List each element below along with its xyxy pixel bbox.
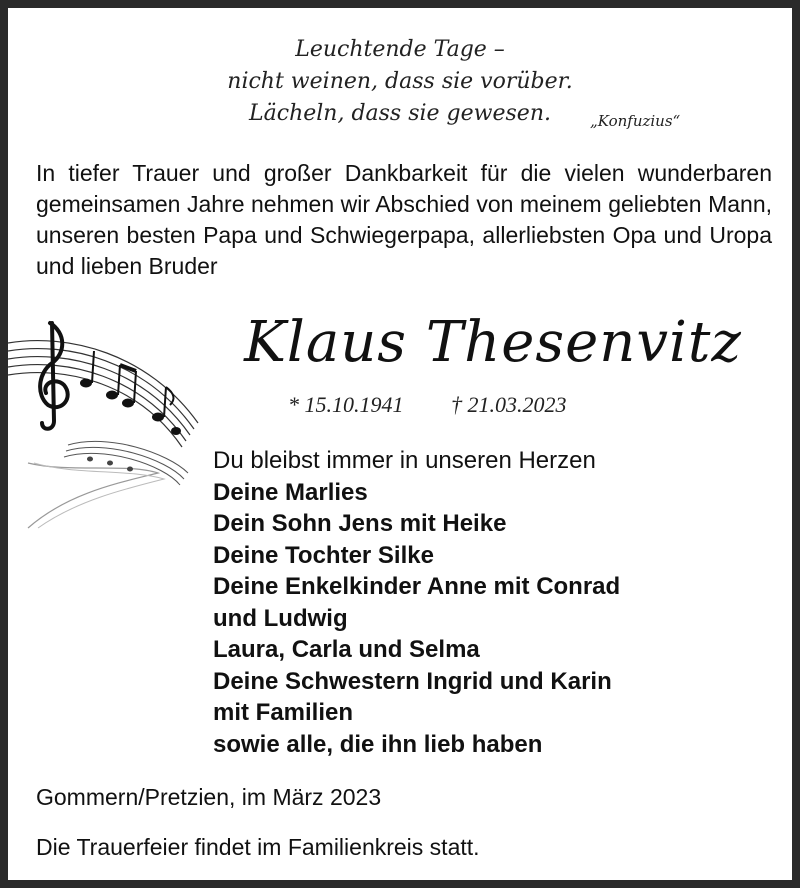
- intro-text: In tiefer Trauer und großer Dankbarkeit für die vielen wunderbaren gemeinsamen Jahre nehmen wir Abschied von meinem geliebten Mann, unseren besten Papa und Schwiegerpapa, allerliebsten Opa und Uropa und lieben Bruder: [36, 160, 772, 279]
- family-line: Deine Tochter Silke: [213, 541, 434, 569]
- death-date: † 21.03.2023: [451, 392, 567, 417]
- quote-author: „Konfuzius“: [590, 112, 681, 130]
- family-line: Deine Marlies: [213, 478, 368, 506]
- quote-line: nicht weinen, dass sie vorüber.: [227, 69, 573, 94]
- family-line: Laura, Carla und Selma: [213, 636, 480, 663]
- funeral-note: Die Trauerfeier findet im Familienkreis statt.: [36, 834, 480, 860]
- place-date: Gommern/Pretzien, im März 2023: [36, 784, 382, 810]
- obituary-card: [8, 8, 792, 880]
- family-line: Deine Enkelkinder Anne mit Conrad: [213, 573, 621, 600]
- birth-date: * 15.10.1941: [288, 392, 404, 417]
- quote-line: Lächeln, dass sie gewesen.: [249, 101, 551, 126]
- family-line: und Ludwig: [213, 604, 348, 632]
- music-notes-icon: [8, 313, 208, 533]
- life-dates: [288, 392, 609, 418]
- deceased-name: Klaus Thesenvitz: [244, 310, 742, 375]
- family-line: Dein Sohn Jens mit Heike: [213, 510, 507, 537]
- family-line: mit Familien: [213, 699, 354, 726]
- family-line: Deine Schwestern Ingrid und Karin: [213, 667, 612, 695]
- family-list: [213, 445, 620, 760]
- family-opening: Du bleibst immer in unseren Herzen: [213, 447, 596, 474]
- family-line: sowie alle, die ihn lieb haben: [213, 730, 543, 758]
- quote-line: Leuchtende Tage –: [295, 37, 505, 62]
